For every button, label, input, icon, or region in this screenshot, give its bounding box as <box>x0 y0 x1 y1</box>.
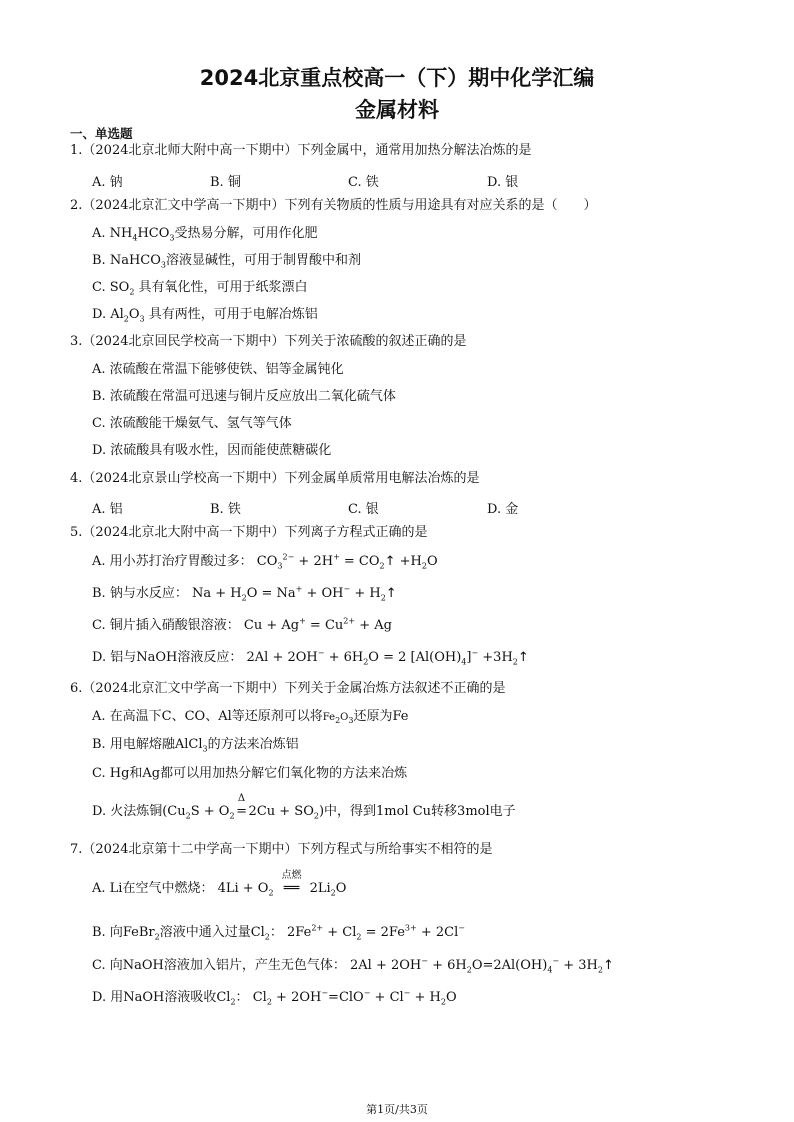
question-2-option-c: C. $SO_2$ 具有氧化性，可用于纸浆漂白 <box>92 280 308 297</box>
section-heading: 一、单选题 <box>70 126 133 141</box>
page-footer: 第1页/共3页 <box>366 1103 428 1116</box>
question-7-stem: 7.（2024北京第十二中学高一下期中）下列方程式与所给事实不相符的是 <box>70 842 493 857</box>
question-3-option-a: A. 浓硫酸在常温下能够使铁、铝等金属钝化 <box>92 362 344 377</box>
question-7-option-a: A. Li在空气中燃烧： $4Li + O_2$ 点燃 ══ $2Li_2O$ <box>92 870 347 898</box>
question-1-option-a: A. 钠 <box>92 175 123 190</box>
question-2-option-a: A. $NH_4HCO_3$受热易分解，可用作化肥 <box>92 226 318 243</box>
question-4-option-a: A. 铝 <box>92 502 123 517</box>
question-3-option-c: C. 浓硫酸能干燥氨气、氢气等气体 <box>92 416 292 431</box>
question-1-option-d: D. 银 <box>487 175 519 190</box>
question-5-option-a: A. 用小苏打治疗胃酸过多： $CO_3^{2-} + 2H^+$ = $CO_2↑ +H_2O$ <box>92 552 438 571</box>
question-3-stem: 3.（2024北京回民学校高一下期中）下列关于浓硫酸的叙述正确的是 <box>70 334 467 349</box>
question-2-option-d: D. $Al_2O_3$ 具有两性，可用于电解冶炼铝 <box>92 307 318 324</box>
question-4-stem: 4.（2024北京景山学校高一下期中）下列金属单质常用电解法冶炼的是 <box>70 471 480 486</box>
question-1-stem: 1.（2024北京北师大附中高一下期中）下列金属中，通常用加热分解法冶炼的是 <box>70 143 532 158</box>
question-2-option-b: B. NaHCO$_3$溶液显碱性，可用于制胃酸中和剂 <box>92 253 361 270</box>
question-1-option-c: C. 铁 <box>348 175 379 190</box>
question-5-option-c: C. 铜片插入硝酸银溶液： $Cu + Ag^+ = Cu^{2+} + Ag$ <box>92 616 392 633</box>
question-3-option-b: B. 浓硫酸在常温可迅速与铜片反应放出二氧化硫气体 <box>92 389 396 404</box>
question-6-stem: 6.（2024北京汇文中学高一下期中）下列关于金属冶炼方法叙述不正确的是 <box>70 681 506 696</box>
question-4-option-c: C. 银 <box>348 502 379 517</box>
question-5-option-d: D. 铝与NaOH溶液反应： $2Al + 2OH^- + 6H_2O = 2$ $[Al(OH)_4]^-$ $+3H_2↑$ <box>92 648 529 667</box>
question-4-option-d: D. 金 <box>487 502 519 517</box>
question-4-option-b: B. 铁 <box>210 502 241 517</box>
question-7-option-b: B. 向FeBr$_2$溶液中通入过量$Cl_2$： $2Fe^{2+} + Cl_2 = 2Fe^{3+} + 2Cl^-$ <box>92 923 465 942</box>
question-6-option-b: B. 用电解熔融AlCl$_3$的方法来冶炼铝 <box>92 737 299 754</box>
question-2-stem: 2.（2024北京汇文中学高一下期中）下列有关物质的性质与用途具有对应关系的是（ ） <box>70 198 597 213</box>
question-5-stem: 5.（2024北京北大附中高一下期中）下列离子方程式正确的是 <box>70 525 428 540</box>
question-6-option-d: D. 火法炼铜($Cu_2S + O_2$ Δ = $2Cu + SO_2$)中，得到1mol Cu转移3mol电子 <box>92 793 516 821</box>
document-title: 2024北京重点校高一（下）期中化学汇编 <box>199 66 595 90</box>
question-6-option-a: A. 在高温下C、CO、Al等还原剂可以将$Fe_2O_3$还原为Fe <box>92 709 409 725</box>
question-6-option-c: C. Hg和Ag都可以用加热分解它们氧化物的方法来冶炼 <box>92 766 408 781</box>
question-1-option-b: B. 铜 <box>210 175 241 190</box>
question-7-option-c: C. 向NaOH溶液加入铝片，产生无色气体： $2Al + 2OH^- + 6H_2O=2Al(OH)_4^-$ + $3H_2↑$ <box>92 956 614 975</box>
question-7-option-d: D. 用NaOH溶液吸收$Cl_2$： $Cl_2 + 2OH^-=ClO^- + Cl^- + H_2O$ <box>92 988 457 1007</box>
question-3-option-d: D. 浓硫酸具有吸水性，因而能使蔗糖碳化 <box>92 443 332 458</box>
question-5-option-b: B. 钠与水反应： $Na + H_2O = Na^+ + OH^-$ + $H_2↑$ <box>92 584 397 603</box>
document-subtitle: 金属材料 <box>355 98 439 122</box>
